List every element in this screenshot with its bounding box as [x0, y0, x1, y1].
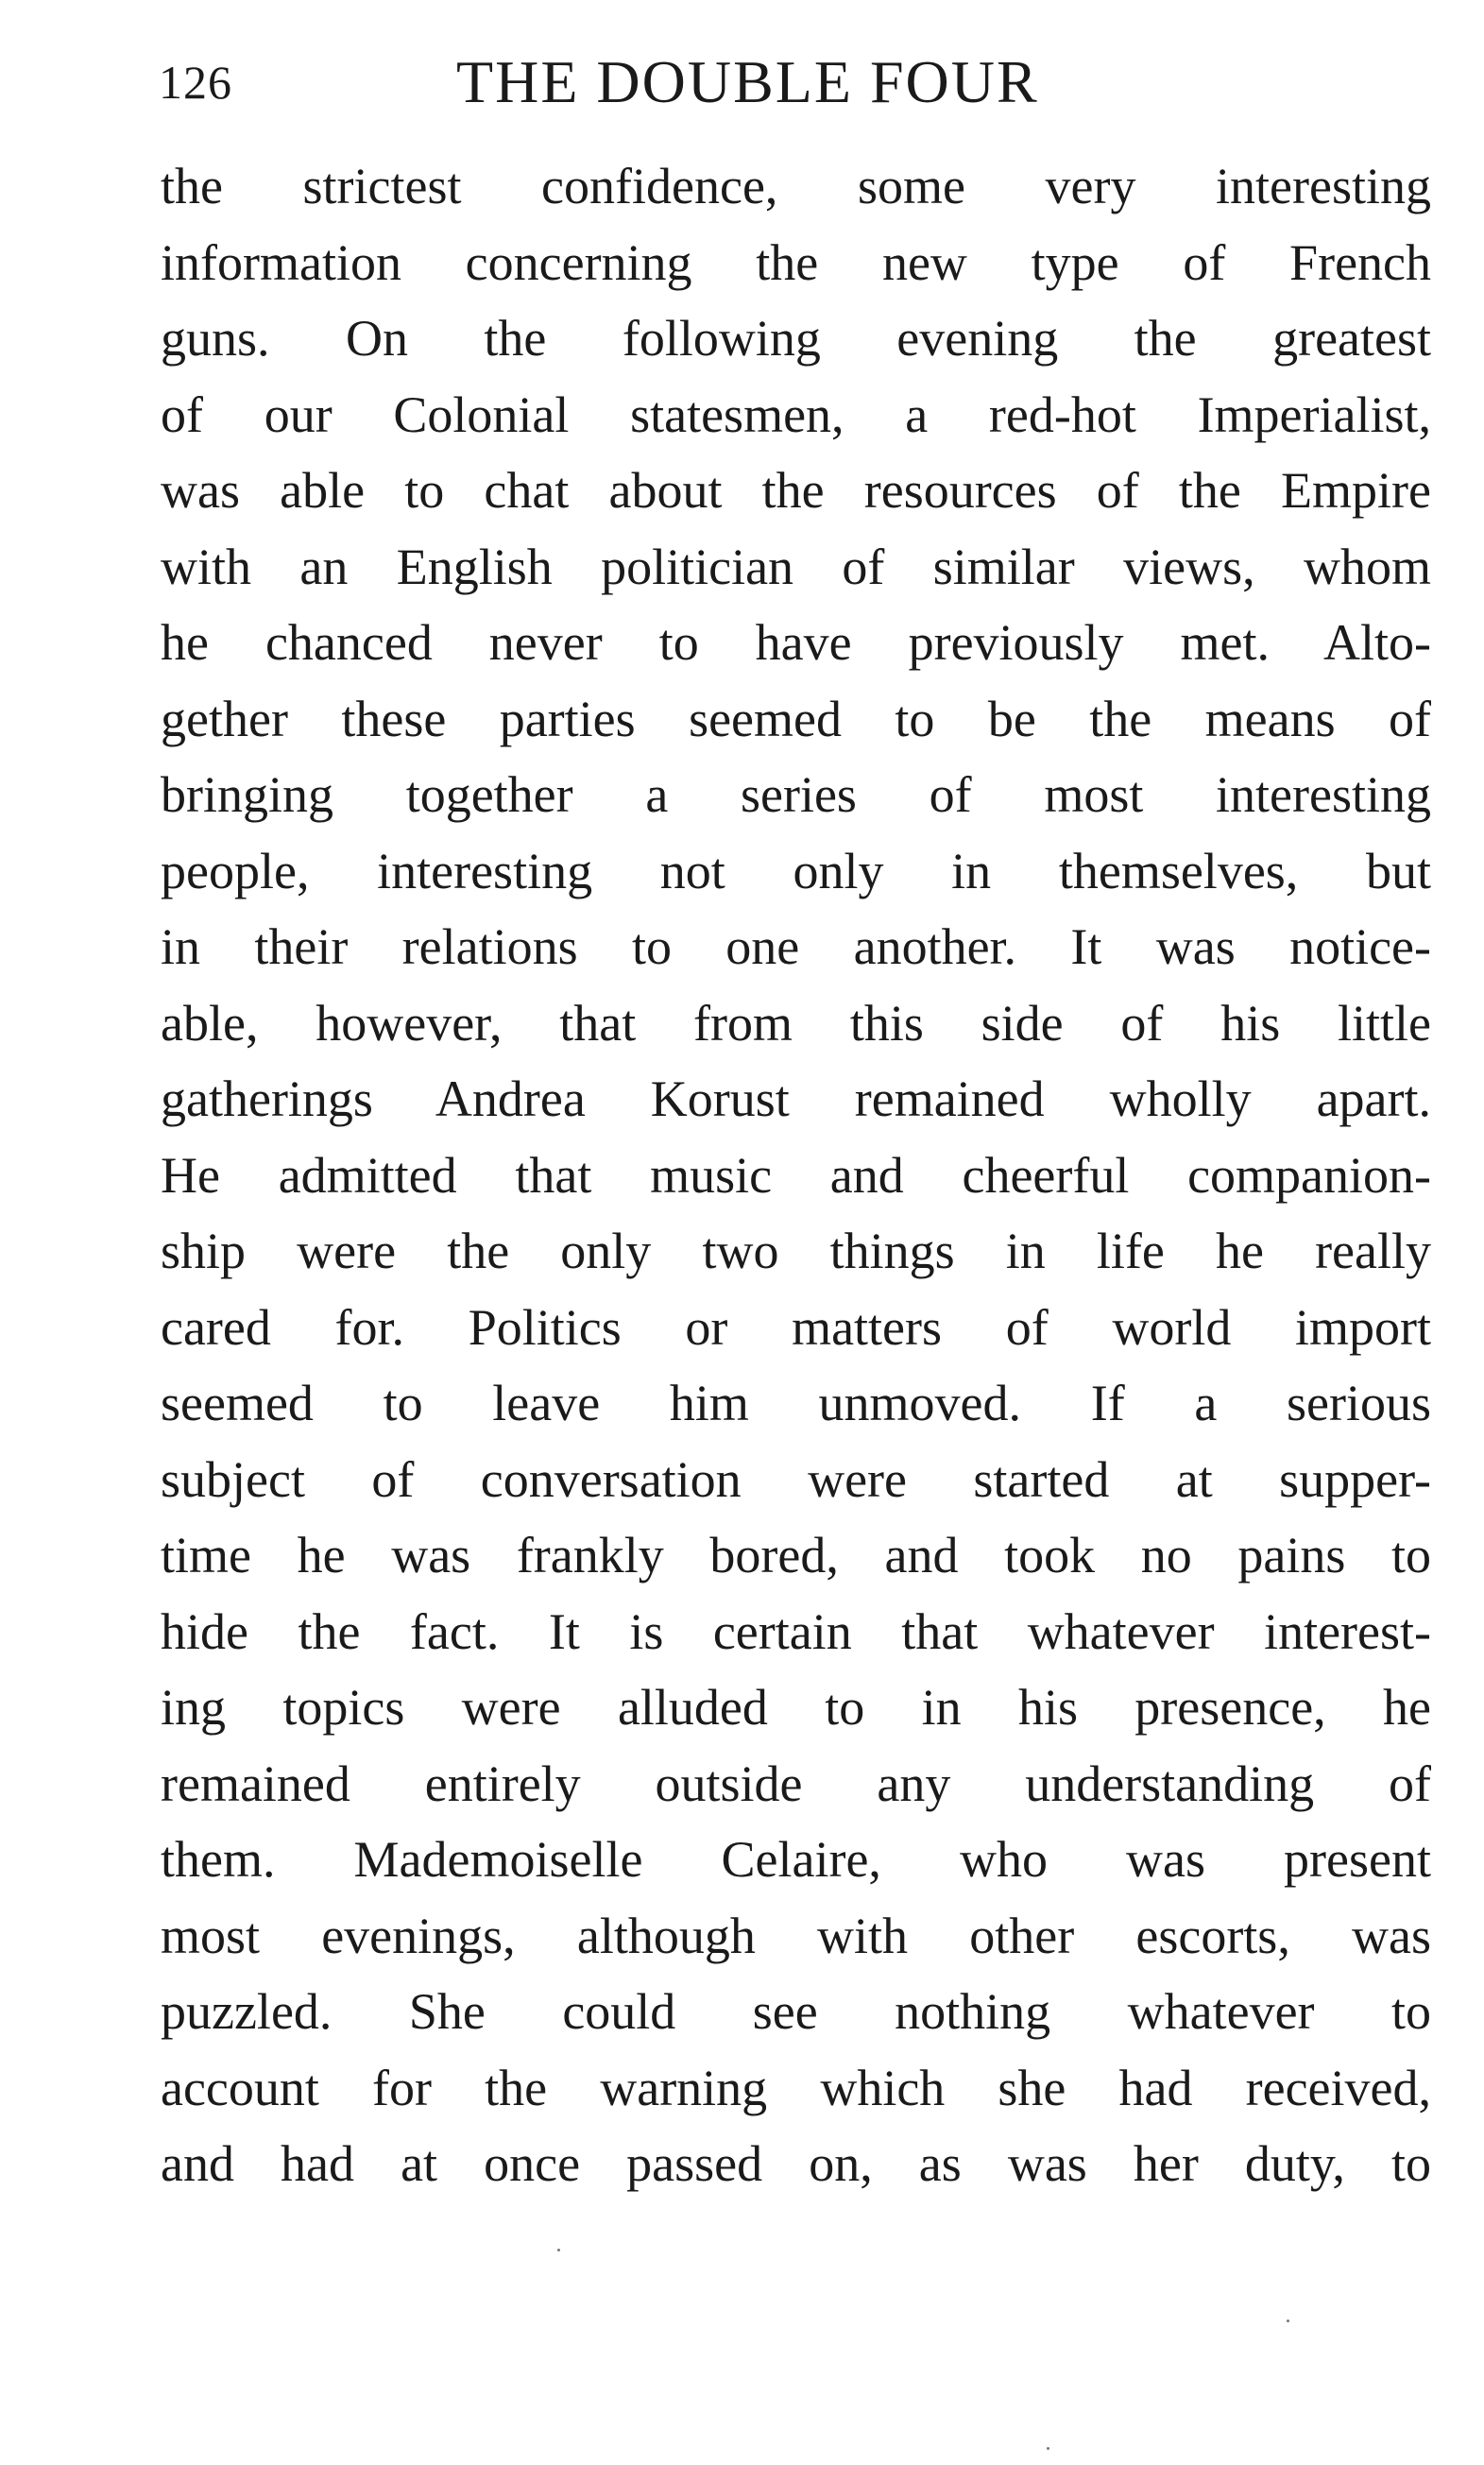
- body-text: [161, 148, 1431, 2202]
- paper-speck: [557, 2249, 560, 2251]
- text-line: ing topics were alluded to in his presence, he: [161, 1679, 1431, 1736]
- text-line: account for the warning which she had received,: [161, 2059, 1431, 2116]
- text-line: guns. On the following evening the greatest: [161, 310, 1431, 367]
- text-line: of our Colonial statesmen, a red-hot Imperialist,: [161, 385, 1431, 443]
- text-line: information concerning the new type of French: [161, 233, 1431, 291]
- text-line: most evenings, although with other escorts, was: [161, 1907, 1431, 1964]
- text-line: able, however, that from this side of his little: [161, 994, 1431, 1052]
- text-line: people, interesting not only in themselves, but: [161, 842, 1431, 899]
- text-line: he chanced never to have previously met. Alto-: [161, 614, 1431, 671]
- text-line: with an English politician of similar views, whom: [161, 538, 1431, 595]
- text-line: the strictest confidence, some very interesting: [161, 158, 1431, 214]
- text-line: them. Mademoiselle Celaire, who was present: [161, 1831, 1431, 1888]
- text-line: and had at once passed on, as was her duty, to: [161, 2135, 1431, 2192]
- running-title: THE DOUBLE FOUR: [456, 48, 1039, 115]
- text-line: He admitted that music and cheerful companion-: [161, 1146, 1431, 1204]
- text-line: puzzled. She could see nothing whatever to: [161, 1983, 1431, 2040]
- text-line: gatherings Andrea Korust remained wholly apart.: [161, 1070, 1431, 1127]
- paper-speck: [1047, 2447, 1049, 2450]
- text-line: hide the fact. It is certain that whatever interest-: [161, 1602, 1431, 1660]
- text-line: subject of conversation were started at supper-: [161, 1450, 1431, 1508]
- text-line: bringing together a series of most interesting: [161, 766, 1431, 823]
- text-line: in their relations to one another. It was notice-: [161, 918, 1431, 975]
- text-line: remained entirely outside any understanding of: [161, 1755, 1431, 1812]
- text-line: time he was frankly bored, and took no pains to: [161, 1527, 1431, 1583]
- text-line: was able to chat about the resources of the Empire: [161, 462, 1431, 519]
- text-line: cared for. Politics or matters of world import: [161, 1298, 1431, 1356]
- page-number: 126: [159, 56, 232, 109]
- paper-speck: [1287, 2319, 1289, 2322]
- text-line: seemed to leave him unmoved. If a serious: [161, 1375, 1431, 1431]
- text-line: gether these parties seemed to be the means of: [161, 690, 1431, 747]
- text-line: ship were the only two things in life he really: [161, 1223, 1431, 1279]
- page-header: [159, 47, 1429, 123]
